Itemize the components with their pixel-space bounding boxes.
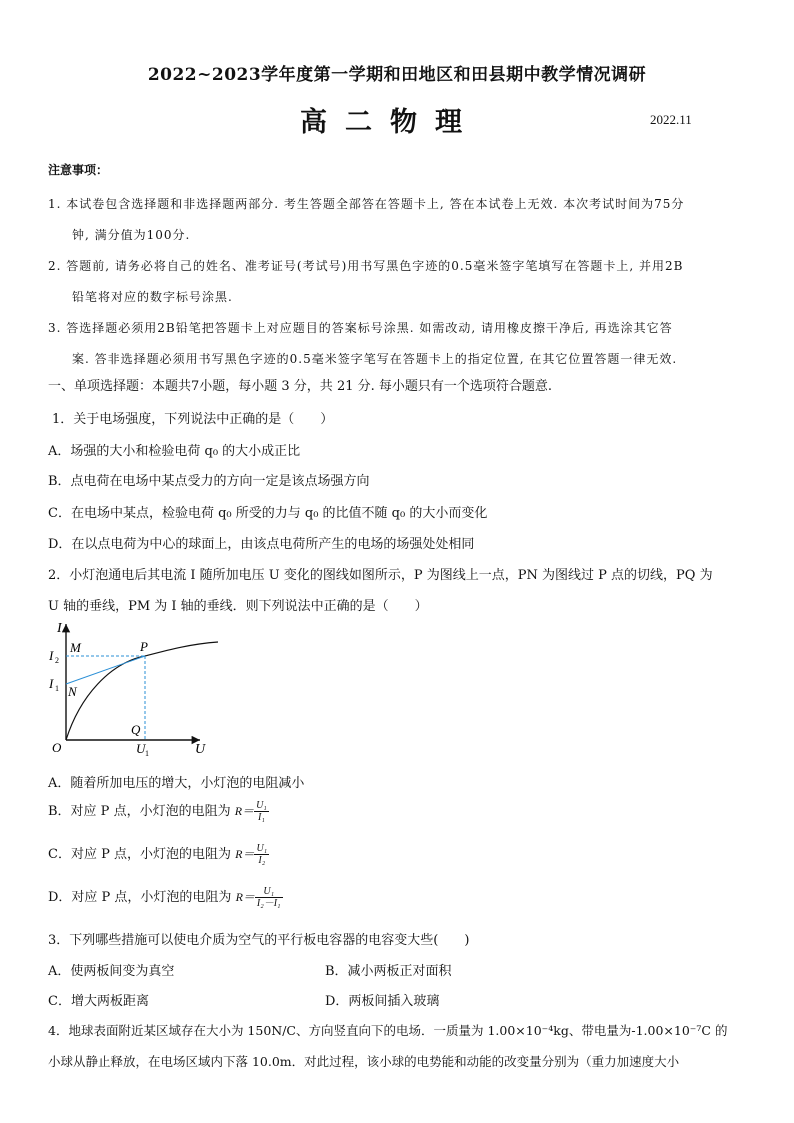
q1-option-a: A．场强的大小和检验电荷 q₀ 的大小成正比 [48,444,301,459]
notice-item-2-line-1: 2. 答题前, 请务必将自己的姓名、准考证号(考试号)用书写黑色字迹的0.5毫米签字笔填写在答题卡上, 并用2B [48,259,684,273]
formula-b-lhs: R＝ [234,804,255,818]
formula-d-num: U₁ [255,886,283,898]
q2-option-a: A．随着所加电压的增大，小灯泡的电阻减小 [48,776,305,791]
q2-option-d [48,886,283,909]
q2-option-b-text: B．对应 P 点，小灯泡的电阻为 [48,804,231,819]
notice-item-1-line-2: 钟, 满分值为100分. [72,228,191,242]
exam-date: 2022.11 [650,112,692,127]
formula-d-fraction [255,886,283,909]
subject-title: 高二物理 [300,107,480,138]
formula-b-den: I₁ [258,812,265,823]
q3-option-c: C．增大两板距离 [48,994,149,1009]
q2-stem-line-2: U 轴的垂线，PM 为 I 轴的垂线．则下列说法中正确的是（ ） [48,599,428,614]
q2-option-c [48,843,269,866]
formula-c-fraction [254,843,269,866]
label-i-axis: I [57,621,62,636]
formula-d-den: I₂－I₁ [256,898,281,909]
formula-c-lhs: R＝ [235,847,255,861]
label-u1-sub: 1 [145,749,149,758]
label-u1: U [136,741,146,756]
q2-option-d-text: D．对应 P 点，小灯泡的电阻为 [48,890,232,905]
section-heading: 一、单项选择题：本题共7小题，每小题 3 分，共 21 分. 每小题只有一个选项符合题意. [48,379,553,394]
q2-option-c-text: C．对应 P 点，小灯泡的电阻为 [48,847,231,862]
q2-stem-line-1: 2．小灯泡通电后其电流 I 随所加电压 U 变化的图线如图所示，P 为图线上一点，PN 为图线过 P 点的切线，PQ 为 [48,568,713,583]
label-origin: O [52,740,62,755]
q4-line-2: 小球从静止释放，在电场区域内下落 10.0m．对此过程，该小球的电势能和动能的改变量分别为（重力加速度大小 [48,1054,680,1069]
notice-item-1-line-1: 1. 本试卷包含选择题和非选择题两部分. 考生答题全部答在答题卡上, 答在本试卷上无效. 本次考试时间为75分 [48,197,685,211]
formula-c-num: U₁ [256,843,268,854]
notice-item-3-line-2: 案. 答非选择题必须用书写黑色字迹的0.5毫米签字笔写在答题卡上的指定位置, 在其它位置答题一律无效. [72,352,678,366]
label-q: Q [131,722,141,737]
q3-option-b: B．减小两板正对面积 [325,964,452,979]
q4-line-1: 4．地球表面附近某区域存在大小为 150N/C、方向竖直向下的电场．一质量为 1.00×10⁻⁴kg、带电量为-1.00×10⁻⁷C 的 [48,1023,728,1038]
q3-option-d: D．两板间插入玻璃 [325,994,440,1009]
q1-option-c: C．在电场中某点，检验电荷 q₀ 所受的力与 q₀ 的比值不随 q₀ 的大小而变化 [48,506,488,521]
label-i1: I [49,676,54,691]
formula-b-num: U₁ [256,800,267,811]
iu-graph [40,618,220,760]
label-i2: I [49,648,54,663]
label-u-axis: U [195,742,206,757]
formula-d-lhs: R＝ [235,890,255,904]
label-p: P [140,639,148,654]
q3-option-a: A．使两板间变为真空 [48,964,175,979]
q2-option-b [48,800,269,823]
tangent-line-pn [66,656,145,684]
formula-b-fraction [254,800,269,823]
label-i1-sub: 1 [55,684,59,693]
notice-heading: 注意事项： [48,163,109,177]
q1-option-d: D．在以点电荷为中心的球面上，由该点电荷所产生的电场的场强处处相同 [48,537,475,552]
exam-title: 2022~2023学年度第一学期和田地区和田县期中教学情况调研 [147,65,647,85]
formula-c-den: I₂ [258,855,266,866]
label-n: N [68,684,77,699]
label-m: M [70,640,81,655]
notice-item-3-line-1: 3. 答选择题必须用2B铅笔把答题卡上对应题目的答案标号涂黑. 如需改动, 请用橡皮擦干净后, 再选涂其它答 [48,321,673,335]
label-i2-sub: 2 [55,656,59,665]
q1-option-b: B．点电荷在电场中某点受力的方向一定是该点场强方向 [48,474,370,489]
notice-item-2-line-2: 铅笔将对应的数字标号涂黑. [72,290,233,304]
q1-stem: 1．关于电场强度，下列说法中正确的是（ ） [52,412,334,427]
q3-stem: 3．下列哪些措施可以使电介质为空气的平行板电容器的电容变大些( ) [48,933,470,948]
